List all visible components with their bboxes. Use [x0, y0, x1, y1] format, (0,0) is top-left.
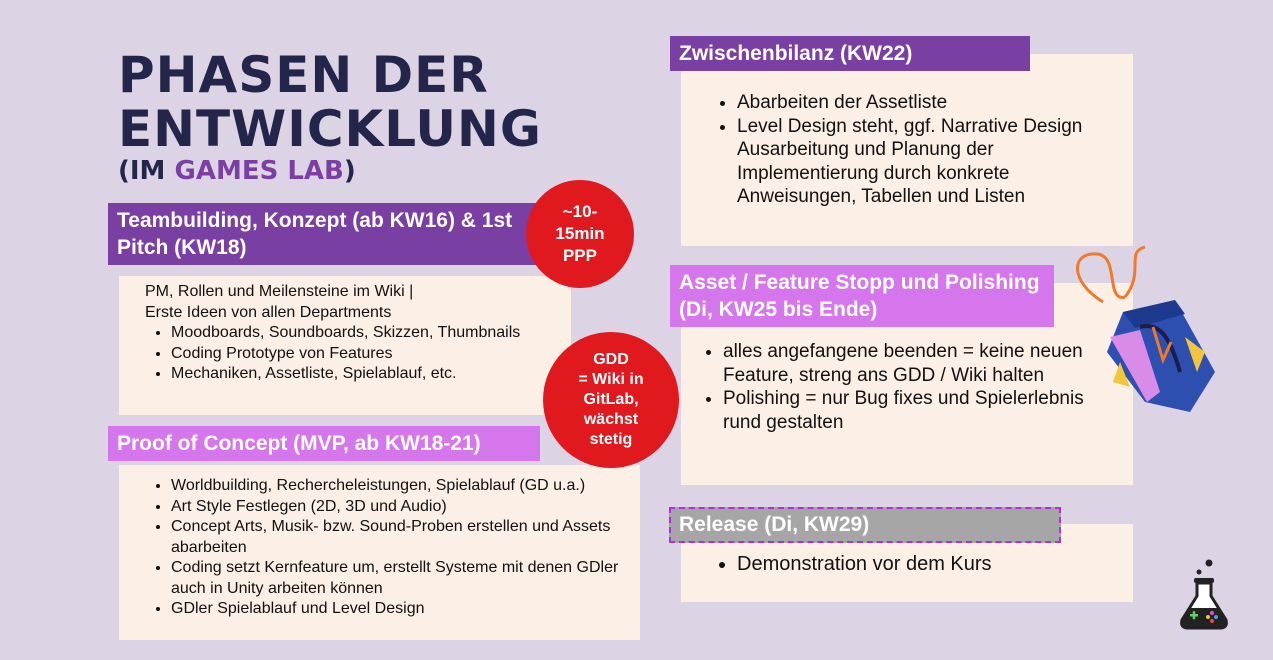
list-item: • Concept Arts, Musik- bzw. Sound-Proben erstellen und Assets abarbeiten — [171, 517, 633, 558]
pitch-time-badge — [526, 180, 634, 288]
release-list — [711, 553, 1121, 577]
stopp-header: Asset / Feature Stopp und Polishing (Di, KW25 bis Ende) — [670, 265, 1054, 327]
badge-line: wächst — [583, 411, 639, 428]
teambuilding-content — [145, 282, 555, 385]
zwischenbilanz-list — [711, 91, 1121, 209]
backpack-icon — [1065, 242, 1225, 422]
list-item: • Abarbeiten der Assetliste — [737, 91, 1121, 115]
stopp-list — [697, 340, 1123, 434]
badge-line: PPP — [562, 246, 597, 265]
list-item: • alles angefangene beenden = keine neuen Feature, streng ans GDD / Wiki halten — [723, 340, 1123, 387]
badge-line: GDD — [593, 351, 629, 368]
release-content — [711, 553, 1121, 577]
release-header: Release (Di, KW29) — [669, 507, 1061, 543]
teambuilding-box — [119, 276, 571, 415]
list-item: • Art Style Festlegen (2D, 3D und Audio) — [171, 497, 633, 518]
badge-line: 15min — [555, 224, 605, 243]
list-item: • Coding Prototype von Features — [171, 344, 555, 365]
proof-content — [145, 476, 633, 620]
subtitle-open: (IM — [118, 156, 175, 186]
title-line-1: PHASEN DER — [118, 46, 489, 104]
proof-list — [145, 476, 633, 620]
zwischenbilanz-box — [681, 54, 1133, 246]
stopp-content — [697, 340, 1123, 434]
subtitle-close: ) — [343, 156, 356, 186]
page-subtitle — [118, 156, 356, 186]
list-item: • Demonstration vor dem Kurs — [737, 553, 1121, 577]
badge-line: = Wiki in — [578, 371, 644, 388]
zwischenbilanz-header: Zwischenbilanz (KW22) — [670, 36, 1030, 71]
teambuilding-list — [145, 323, 555, 385]
proof-header: Proof of Concept (MVP, ab KW18-21) — [108, 426, 540, 461]
list-item: • Coding setzt Kernfeature um, erstellt Systeme mit denen GDler auch in Unity arbeiten können — [171, 558, 633, 599]
proof-box — [119, 465, 640, 640]
teambuilding-intro-1: PM, Rollen und Meilensteine im Wiki | — [145, 283, 414, 300]
zwischenbilanz-content — [711, 91, 1121, 209]
badge-line: GitLab, — [583, 391, 639, 408]
badge-line: stetig — [589, 431, 633, 448]
page-title — [118, 48, 542, 156]
gdd-badge — [543, 332, 679, 468]
list-item: • Mechaniken, Assetliste, Spielablauf, etc. — [171, 364, 555, 385]
list-item: • Level Design steht, ggf. Narrative Design Ausarbeitung und Planung der Implementierung durch konkrete Anweisungen, Tabellen und Listen — [737, 115, 1121, 209]
teambuilding-header: Teambuilding, Konzept (ab KW16) & 1st Pitch (KW18) — [108, 203, 542, 265]
badge-line: ~10- — [562, 202, 598, 221]
game-lab-flask-icon — [1176, 558, 1232, 632]
list-item: • GDler Spielablauf und Level Design — [171, 599, 633, 620]
list-item: • Worldbuilding, Rechercheleistungen, Spielablauf (GD u.a.) — [171, 476, 633, 497]
list-item: • Polishing = nur Bug fixes und Spielerlebnis rund gestalten — [723, 387, 1123, 434]
title-line-2: ENTWICKLUNG — [118, 100, 542, 158]
list-item: • Moodboards, Soundboards, Skizzen, Thumbnails — [171, 323, 555, 344]
subtitle-accent: GAMES LAB — [174, 156, 344, 186]
teambuilding-intro-2: Erste Ideen von allen Departments — [145, 303, 392, 321]
